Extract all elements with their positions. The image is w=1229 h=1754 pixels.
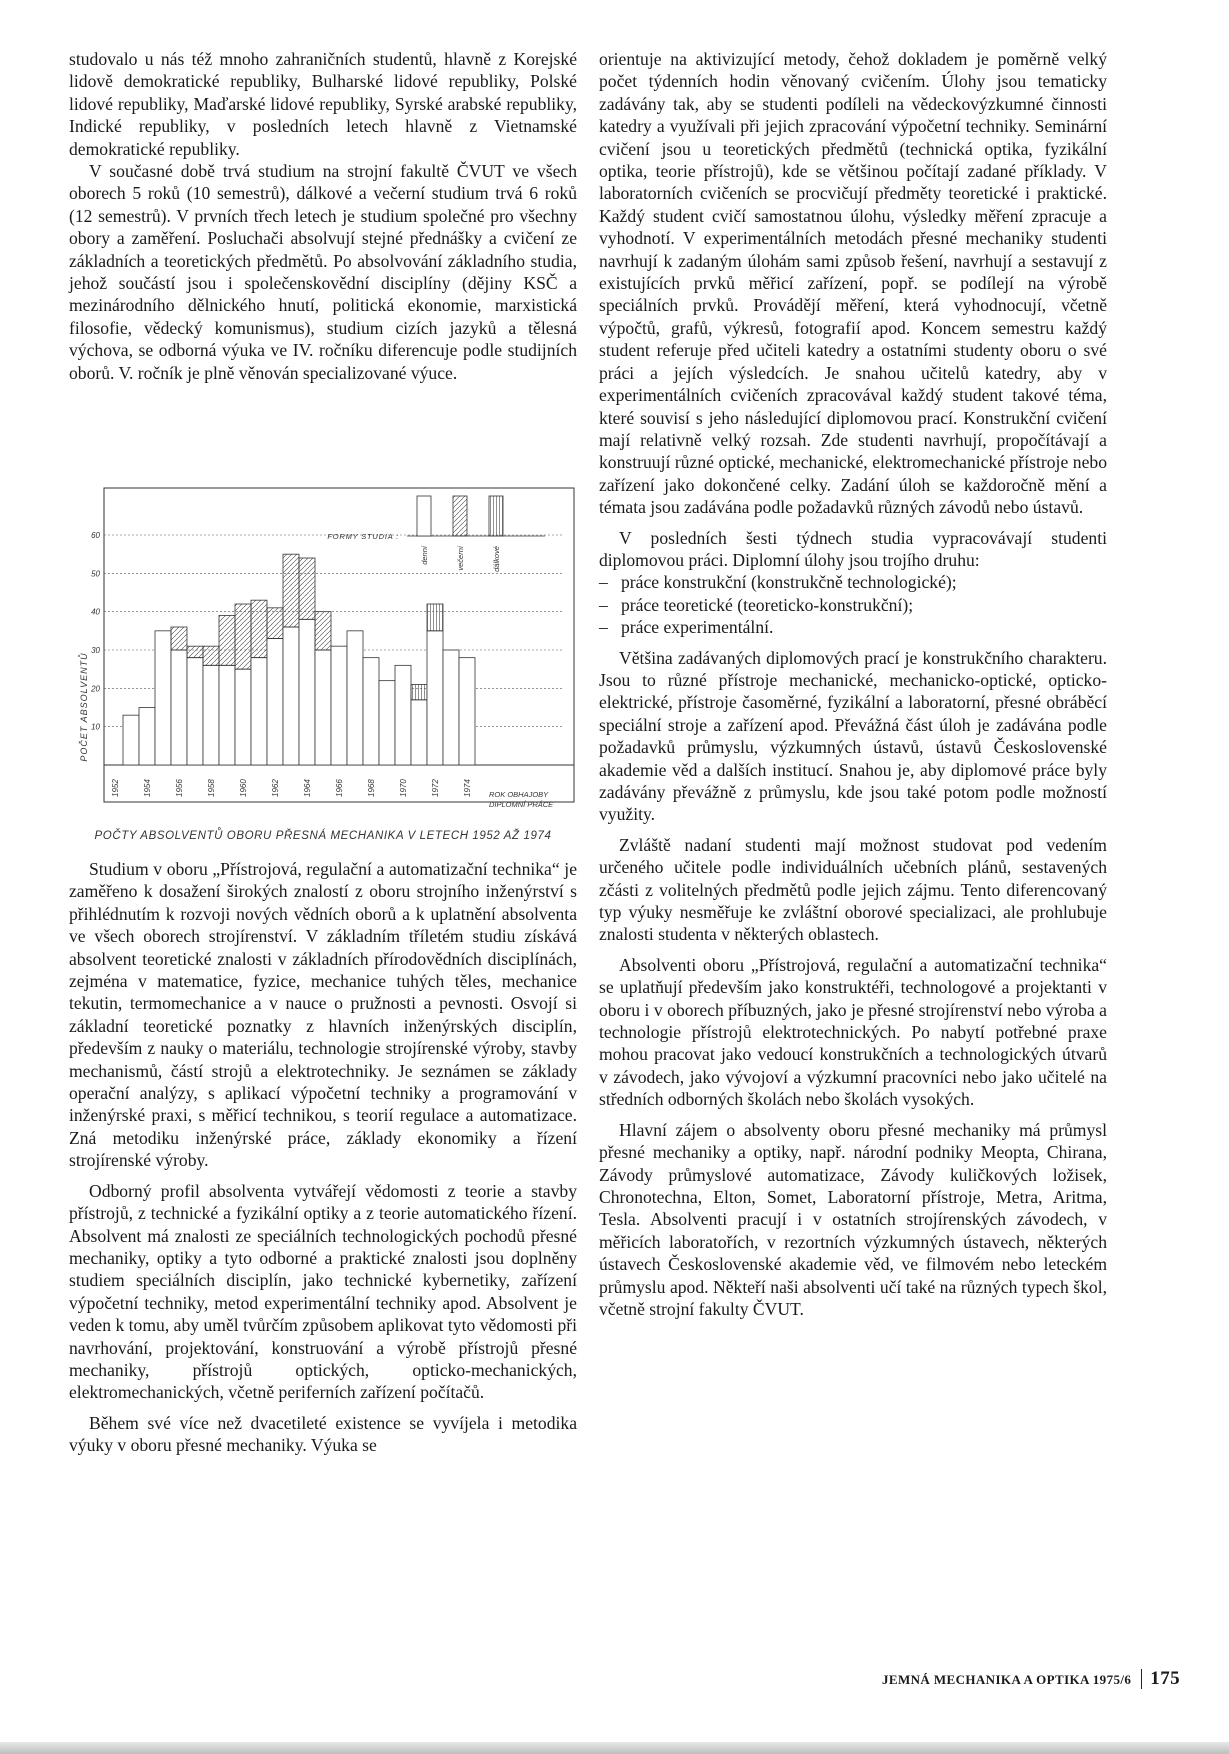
figure-caption: POČTY ABSOLVENTŮ OBORU PŘESNÁ MECHANIKA V LETECH 1952 AŽ 1974	[94, 830, 552, 842]
bar-denní-1954	[139, 708, 155, 766]
x-axis-label-line2: DIPLOMNÍ PRÁCE	[489, 800, 554, 809]
x-tick-label: 1970	[399, 779, 408, 797]
bar-večerní-1959	[219, 616, 235, 666]
graduates-chart	[69, 482, 577, 842]
y-tick-label: 40	[91, 607, 100, 617]
bar-denní-1962	[267, 639, 283, 766]
paragraph: studovalo u nás též mnoho zahraničních studentů, hlavně z Korejské lidově demokratické republiky, Bulharské lidové republiky, Polské lidové republiky, Maďarské lidové republiky, Syrské arabské republiky, Indické republiky, v posledních letech hlavně z Vietnamské demokratické republiky.	[69, 49, 577, 159]
x-tick-label: 1964	[303, 779, 312, 797]
paragraph: V současné době trvá studium na strojní fakultě ČVUT ve všech oborech 5 roků (10 semestrů), dálkové a večerní studium trvá 6 roků (12 semestrů). V prvních třech letech je studium společné pro všechny obory a zaměření. Posluchači absolvují stejné přednášky a cvičení ze základních a teoretických předmětů. Po absolvování základního studia, jehož součástí jsou i společenskovědní disciplíny (dějiny KSČ a mezinárodního dělnického hnutí, politická ekonomie, marxistická filosofie, vědecký komunismus), studium cizích jazyků a tělesná výchova, se odborná výuka ve IV. ročníku diferencuje podle studijních oborů. V. ročník je plně věnován specializované výuce.	[69, 161, 577, 383]
scan-edge	[0, 1742, 1229, 1754]
page-footer	[760, 1668, 1180, 1690]
x-tick-label: 1972	[431, 779, 440, 797]
bar-večerní-1956	[171, 627, 187, 650]
paragraph: orientuje na aktivizující metody, čehož dokladem je poměrně velký počet týdenních hodin věnovaný cvičením. Úlohy jsou tematicky zadávány tak, aby se studenti podíleli na vědeckovýzkumné činnosti katedry a využívali při jejich zpracování výpočetní techniky. Seminární cvičení jsou u teoretických předmětů (technická optika, fyzikální optika, teorie přístrojů), kde se většinou počítají zadané příklady. V laboratorních cvičeních se procvičují předměty teoretické i praktické. Každý student cvičí samostatnou úlohu, výsledky měření zpracuje a vyhodnotí. V experimentálních metodách přesné mechaniky studenti navrhují k zadaným úlohám sami způsob řešení, navrhují a sestavují z existujících prvků měřicí zařízení, popř. se podílejí na výrobě speciálních prvků. Provádějí měření, která vyhodnocují, včetně výpočtů, grafů, výkresů, fotografií apod. Koncem semestru každý student referuje před učiteli katedry a ostatními studenty oboru o své práci a jejích výsledcích. Je snahou učitelů katedry, aby v experimentálních cvičeních zpracovával každý student takové téma, které souvisí s jeho následující diplomovou prací. Konstrukční cvičení mají relativně velký rozsah. Zde studenti navrhují, propočítávají a konstruují různé optické, mechanické, elektromechanické přístroje nebo zařízení jako dokončené celky. Zadání úloh se každoročně mění a témata jsou zadávána podle požadavků různých závodů nebo ústavů.	[599, 49, 1107, 518]
bar-denní-1971	[411, 700, 427, 765]
bar-denní-1955	[155, 631, 171, 765]
bar-denní-1973	[443, 650, 459, 765]
bar-večerní-1960	[235, 604, 251, 669]
left-column-bottom	[69, 858, 577, 1457]
bar-večerní-1957	[187, 646, 203, 658]
bar-denní-1964	[299, 619, 315, 765]
left-column-top	[69, 48, 577, 384]
legend-label-dálkové: dálkové	[492, 546, 501, 572]
paragraph: Absolventi oboru „Přístrojová, regulační a automatizační technika“ se uplatňují především jako konstruktéři, technologové a projektanti v oboru i v oborech příbuzných, jako je přesné strojírenství nebo výroba a technologie přístrojů elektrotechnických. Po nabytí potřebné praxe mohou pracovat jako vedoucí konstrukčních a technologických útvarů v závodech, jako vývojoví a výzkumní pracovníci nebo jako učitelé na středních odborných školách nebo školách vysokých.	[599, 954, 1107, 1110]
bar-denní-1956	[171, 650, 187, 765]
right-column	[599, 48, 1107, 1320]
y-tick-label: 50	[91, 569, 100, 579]
bar-večerní-1964	[299, 558, 315, 619]
bar-denní-1965	[315, 650, 331, 765]
footer-divider	[1141, 1669, 1142, 1689]
bar-dálkové-1971	[411, 685, 427, 700]
bar-denní-1963	[283, 627, 299, 765]
page-number: 175	[1150, 1668, 1180, 1689]
bar-denní-1969	[379, 681, 395, 765]
paragraph: Studium v oboru „Přístrojová, regulační a automatizační technika“ je zaměřeno k dosažení širokých znalostí z oboru strojního inženýrství s přihlédnutím k rozvoji nových vědních oborů a k uplatnění absolventa ve všech oborech strojírenství. V základním tříletém studiu získává absolvent teoretické znalosti v základních přírodovědních disciplínách, zejména v matematice, fyzice, mechanice tuhých těles, mechanice tekutin, termomechanice a v nauce o pružnosti a pevnosti. Osvojí si základní teoretické poznatky z hlavních inženýrských disciplín, především z nauky o materiálu, technologie strojírenské výroby, stavby mechanismů, částí strojů a elektrotechniky. Je seznámen se základy operační analýzy, s aplikací výpočetní techniky a programování v inženýrské praxi, s měřicí technikou, s teorií regulace a automatizace. Zná metodiku inženýrské práce, základy ekonomiky a řízení strojírenské výroby.	[69, 859, 577, 1171]
y-tick-label: 60	[91, 531, 100, 540]
x-tick-label: 1966	[335, 779, 344, 797]
x-tick-label: 1974	[463, 779, 472, 797]
paragraph: Hlavní zájem o absolventy oboru přesné mechaniky má průmysl přesné mechaniky a optiky, např. národní podniky Meopta, Chirana, Závody průmyslové automatizace, Závody kuličkových ložisek, Chronotechna, Elton, Somet, Laboratorní přístroje, Metra, Aritma, Tesla. Absolventi pracují i v ostatních strojírenských závodech, v měřicích laboratořích, v rezortních výzkumných ústavech, některých ústavech Československé akademie věd, ve filmovém nebo leteckém průmyslu apod. Někteří naši absolventi učí také na různých typech škol, včetně strojní fakulty ČVUT.	[599, 1119, 1107, 1319]
journal-name: JEMNÁ MECHANIKA A OPTIKA 1975/6	[881, 1672, 1132, 1687]
bar-večerní-1963	[283, 554, 299, 627]
legend-swatch-večerní	[453, 496, 467, 536]
bar-denní-1970	[395, 665, 411, 765]
legend-swatch-dálkové	[489, 496, 503, 536]
y-tick-label: 20	[91, 684, 100, 694]
bar-denní-1974	[459, 658, 475, 765]
bar-večerní-1961	[251, 600, 267, 657]
legend-label-denní: denní	[420, 546, 429, 565]
x-tick-label: 1968	[367, 779, 376, 797]
paragraph: Během své více než dvacetileté existence se vyvíjela i metodika výuky v oboru přesné mechaniky. Výuka se	[69, 1412, 577, 1456]
x-tick-label: 1960	[239, 779, 248, 797]
x-tick-label: 1952	[111, 779, 120, 797]
x-tick-label: 1962	[271, 779, 280, 797]
bar-večerní-1958	[203, 646, 219, 665]
paragraph: V posledních šesti týdnech studia vypracovávají studenti diplomovou práci. Diplomní úlohy jsou trojího druhu:	[599, 527, 1107, 570]
x-axis-label: ROK OBHAJOBY	[489, 790, 549, 799]
x-tick-label: 1958	[207, 779, 216, 797]
paragraph: Většina zadávaných diplomových prací je konstrukčního charakteru. Jsou to různé přístroje mechanické, mechanicko-optické, opticko-elektrické, přístroje časoměrné, fyzikální a laboratorní, přesné obráběcí speciální stroje a zařízení apod. Převážná část úloh je zadávána podle požadavků průmyslu, výzkumných ústavů, ústavů Československé akademie věd a dalších institucí. Snahou je, aby diplomové práce byly zadávány převážně z průmyslu, kde jsou také potom podle možností využity.	[599, 647, 1107, 825]
bar-denní-1953	[123, 715, 139, 765]
bar-denní-1968	[363, 658, 379, 765]
bar-denní-1966	[331, 646, 347, 765]
legend-label-večerní: večerní	[456, 546, 465, 571]
paragraph: Odborný profil absolventa vytvářejí vědomosti z teorie a stavby přístrojů, z technické a fyzikální optiky a z teorie automatického řízení. Absolvent má znalosti ze speciálních technologických pochodů přesné mechaniky, optiky a tyto odborné a praktické znalosti jsou doplněny studiem speciálních disciplín, jako technické kybernetiky, zařízení výpočetní techniky, metod experimentální techniky apod. Absolvent je veden k tomu, aby uměl tvůrčím způsobem aplikovat tyto vědomosti při navrhování, projektování, konstruování a výrobě přístrojů přesné mechaniky, přístrojů optických, opticko-mechanických, elektromechanických, včetně periferních zařízení počítačů.	[69, 1180, 577, 1403]
bar-večerní-1962	[267, 608, 283, 639]
bar-denní-1972	[427, 631, 443, 765]
chart-svg	[69, 482, 577, 827]
bar-denní-1958	[203, 665, 219, 765]
y-tick-label: 10	[91, 722, 100, 732]
paragraph: Zvláště nadaní studenti mají možnost studovat pod vedením určeného učitele podle individuálních učebních plánů, sestavených zčásti z volitelných předmětů podle jejich zájmu. Tento diferencovaný typ výuky nesměřuje ke zvláštní oborové specializaci, ale prohlubuje znalosti studenta v některých oblastech.	[599, 834, 1107, 945]
legend-swatch-denní	[417, 496, 431, 536]
bar-denní-1959	[219, 665, 235, 765]
bar-denní-1961	[251, 658, 267, 765]
bar-denní-1967	[347, 631, 363, 765]
x-tick-label: 1956	[175, 779, 184, 797]
bar-večerní-1965	[315, 612, 331, 650]
legend-title: FORMY STUDIA :	[327, 532, 399, 541]
list-item: – práce experimentální.	[599, 616, 1107, 638]
thesis-types-list	[599, 571, 1107, 638]
list-item: – práce teoretické (teoreticko-konstrukční);	[599, 594, 1107, 616]
bar-denní-1957	[187, 658, 203, 765]
bar-denní-1960	[235, 669, 251, 765]
bar-dálkové-1972	[427, 604, 443, 631]
y-tick-label: 30	[91, 646, 100, 655]
x-tick-label: 1954	[143, 779, 152, 797]
y-axis-label: POČET ABSOLVENTŮ	[79, 652, 89, 762]
list-item: – práce konstrukční (konstrukčně technologické);	[599, 571, 1107, 593]
